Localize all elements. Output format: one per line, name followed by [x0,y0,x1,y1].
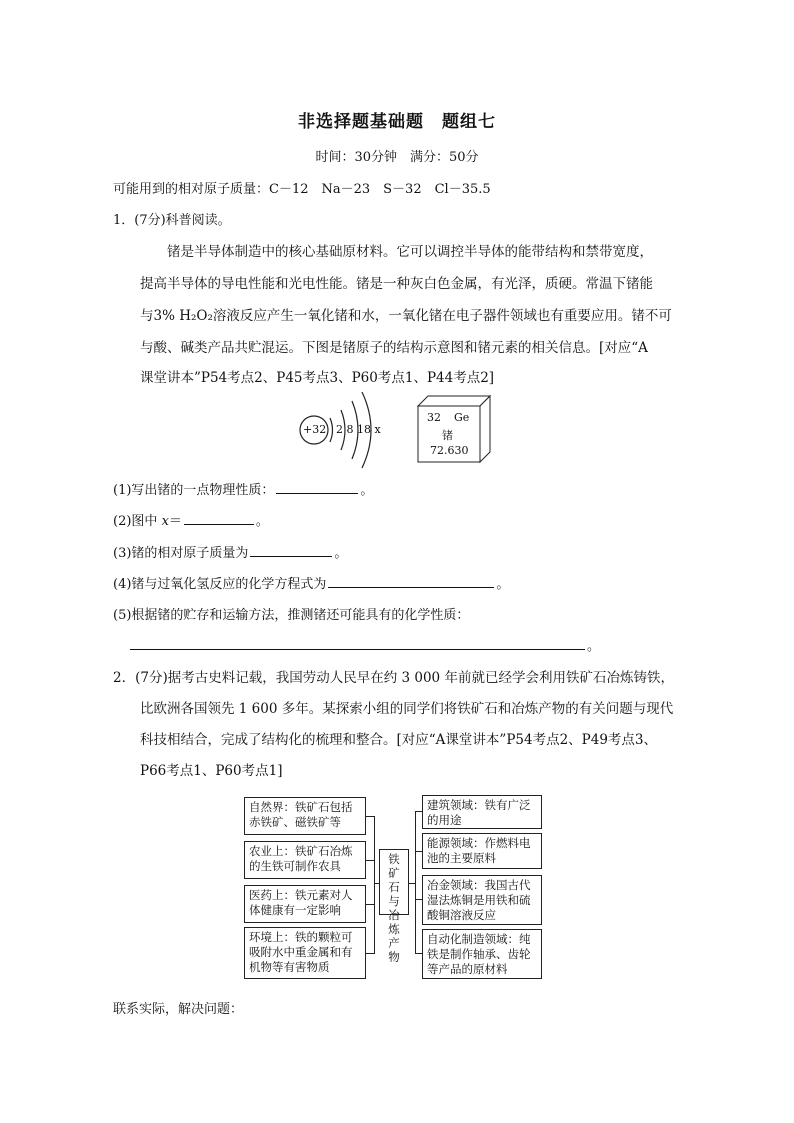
q1-heading: 1．(7分)科普阅读。 [113,213,231,228]
element-mass: 72.630 [430,444,469,457]
q1-sub5: (5)根据锗的贮存和运输方法，推测锗还可能具有的化学性质： [113,608,470,623]
q1-sub1: (1)写出锗的一点物理性质： 。 [113,479,373,498]
left-box: 环境上：铁的颗粒可吸附水中重金属和有机物等有害物质 [244,927,366,979]
q2-paragraph-line: 比欧洲各国领先 1 600 多年。某探索小组的同学们将铁矿石和冶炼产物的有关问题与现代 [140,701,674,717]
page-title: 非选择题基础题 题组七 [298,112,496,132]
element-name: 锗 [442,429,453,442]
right-box: 建筑领域：铁有广泛的用途 [422,795,542,829]
q2-paragraph-line: P66考点1、P60考点1] [140,763,283,779]
right-box: 冶金领域：我国古代湿法炼铜是用铁和硫酸铜溶液反应 [422,875,542,925]
q1-paragraph-line: 锗是半导体制造中的核心基础原材料。它可以调控半导体的能带结构和禁带宽度， [167,244,653,260]
q2-paragraph-line: 2．(7分)据考古史料记载，我国劳动人民早在约 3 000 年前就已经学会利用铁矿石冶炼铸铁， [113,670,674,686]
center-box: 铁矿石与冶炼产物 [379,849,409,915]
answer-blank[interactable] [184,510,254,525]
q1-paragraph-line: 课堂讲本”P54考点2、P45考点3、P60考点1、P44考点2] [140,370,495,386]
q1-sub2: (2)图中 x＝ 。 [113,510,269,529]
answer-blank[interactable] [276,479,358,494]
left-box: 医药上：铁元素对人体健康有一定影响 [244,885,366,923]
q1-paragraph-line: 提高半导体的导电性能和光电性能。锗是一种灰白色金属，有光泽，质硬。常温下锗能 [140,276,653,292]
q1-paragraph-line: 与酸、碱类产品共贮混运。下图是锗原子的结构示意图和锗元素的相关信息。[对应“A [140,340,648,356]
electron-shells-label: 2 8 18 x [336,423,381,436]
answer-blank[interactable] [130,635,585,650]
iron-ore-structure-diagram [244,795,544,981]
left-box: 自然界：铁矿石包括赤铁矿、磁铁矿等 [244,797,366,835]
q1-sub5-answer: 。 [128,635,600,654]
element-number: 32 [427,411,441,424]
q2-paragraph-line: 科技相结合，完成了结构化的梳理和整合。[对应“A课堂讲本”P54考点2、P49考点3、 [140,732,658,748]
q1-sub4: (4)锗与过氧化氢反应的化学方程式为 。 [113,573,509,592]
footer-prompt: 联系实际，解决问题： [113,1002,244,1017]
element-info-cube [416,394,492,464]
nucleus-charge: +32 [303,423,327,436]
electron-shell-arc [330,418,333,442]
right-box: 能源领域：作燃料电池的主要原料 [422,833,542,869]
answer-blank[interactable] [328,573,494,588]
element-symbol: Ge [454,411,470,424]
q1-paragraph-line: 与3% H₂O₂溶液反应产生一氧化锗和水，一氧化锗在电子器件领域也有重要应用。锗不可 [140,308,672,324]
germanium-atom-diagram [296,386,396,476]
atomic-masses: 可能用到的相对原子质量：C－12 Na－23 S－32 Cl－35.5 [113,182,491,197]
page-subtitle: 时间：30分钟 满分：50分 [315,150,479,165]
right-box: 自动化制造领域：纯铁是制作轴承、齿轮等产品的原材料 [422,929,542,979]
answer-blank[interactable] [250,542,332,557]
q1-sub3: (3)锗的相对原子质量为 。 [113,542,347,561]
left-box: 农业上：铁矿石冶炼的生铁可制作农具 [244,841,366,879]
